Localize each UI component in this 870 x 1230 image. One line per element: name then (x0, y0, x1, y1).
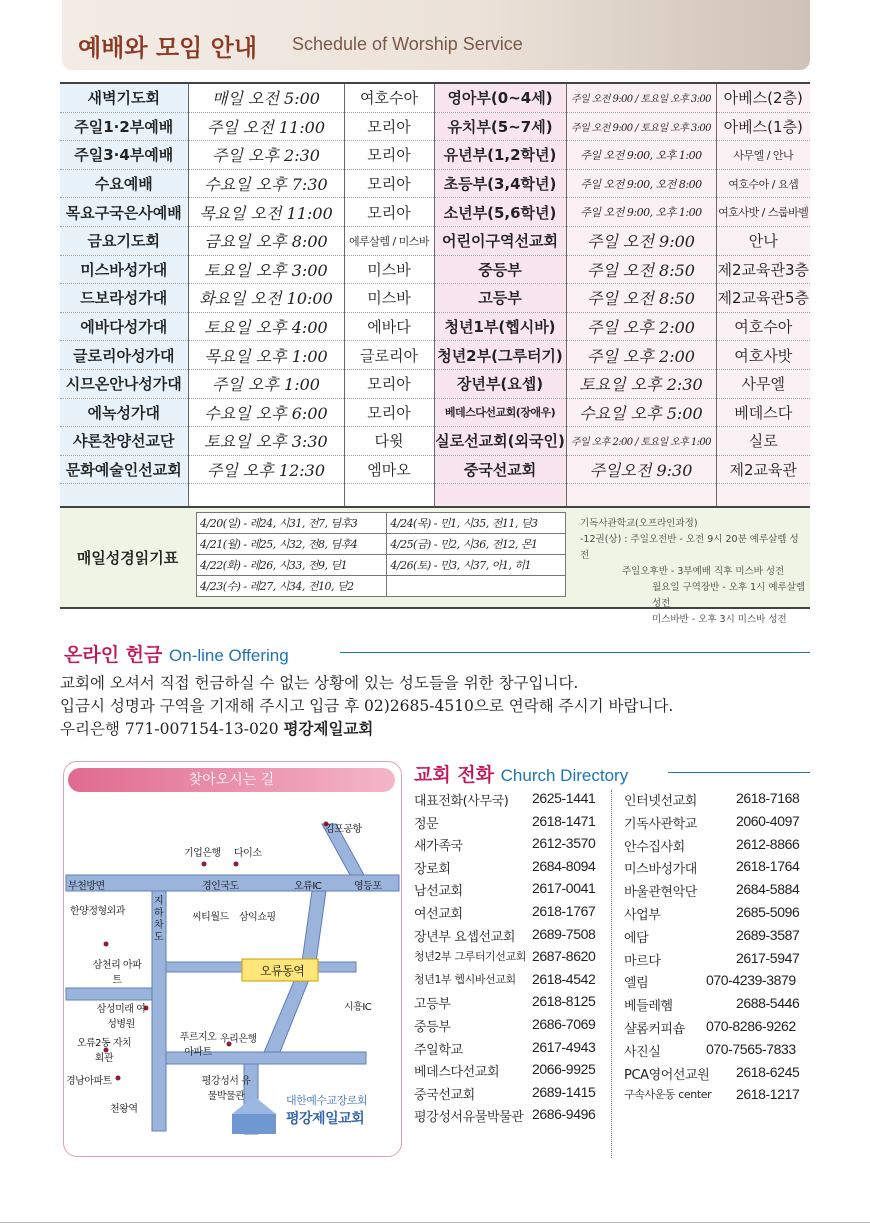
schedule-cell: 토요일 오후 3:30 (188, 427, 344, 456)
schedule-cell: 에녹성가대 (60, 398, 188, 427)
schedule-cell: 주일오전 9:30 (566, 455, 716, 484)
schedule-header (62, 0, 810, 70)
directory-entry (414, 1061, 614, 1081)
worship-schedule-table (60, 82, 810, 515)
schedule-cell: 주일 오전 9:00 / 토요일 오후 3:00 (566, 83, 716, 112)
schedule-cell: 실로선교회(외국인) (434, 427, 566, 456)
schedule-cell: 새벽기도회 (60, 83, 188, 112)
directory-phone: 2686-7069 (532, 1016, 596, 1032)
schedule-cell: 미스바 (344, 284, 434, 313)
schedule-cell: 미스바성가대 (60, 255, 188, 284)
bible-cell: 4/24(목) - 민1, 시35, 전11, 딛3 (387, 513, 566, 534)
directory-phone: 2625-1441 (532, 790, 596, 806)
directory-entry (414, 1106, 614, 1126)
directory-phone: 2618-1471 (532, 812, 596, 829)
note-line: 주일오후반 - 3부예배 직후 미스바 성전 (622, 566, 785, 577)
directory-phone: 2612-8866 (736, 835, 800, 852)
schedule-cell: 모리아 (344, 169, 434, 198)
offering-divider (340, 652, 810, 653)
schedule-cell: 아베스(1층) (716, 112, 810, 141)
schedule-cell: 장년부(요셉) (434, 369, 566, 398)
directory-divider (668, 772, 810, 773)
directory-entry (414, 790, 614, 810)
schedule-cell: 목요구국은사예배 (60, 198, 188, 227)
directory-entry (624, 1064, 824, 1084)
schedule-cell: 초등부(3,4학년) (434, 169, 566, 198)
directory-phone: 2684-8094 (532, 857, 596, 874)
schedule-cell: 베데스다선교회(장애우) (434, 398, 566, 427)
schedule-row (60, 198, 810, 227)
directory-entry (624, 972, 824, 992)
schedule-cell: 주일 오후 2:30 (188, 141, 344, 170)
schedule-cell: 화요일 오전 10:00 (188, 284, 344, 313)
schedule-cell: 문화예술인선교회 (60, 455, 188, 484)
map-label-woori: 우리은행 (220, 1034, 257, 1045)
note-line: 미스바반 - 오후 3시 미스바 성전 (652, 614, 787, 625)
directory-phone: 2617-0041 (532, 880, 596, 897)
directory-name: 사업부 (624, 908, 661, 923)
map-label-city-world: 씨티월드 (192, 912, 229, 923)
bank-account: 우리은행 771-007154-13-020 (60, 720, 279, 738)
directory-phone: 2618-8125 (532, 993, 596, 1010)
schedule-cell: 주일 오전 9:00 (566, 226, 716, 255)
schedule-cell: 드보라성가대 (60, 284, 188, 313)
directory-entry (624, 995, 824, 1015)
directory-name: 장로회 (414, 861, 451, 877)
directory-name: 청년1부 헵시바선교회 (414, 972, 516, 986)
directory-phone: 2689-1415 (532, 1083, 596, 1100)
directory-phone: 2688-5446 (736, 995, 800, 1012)
directory-entry (624, 858, 824, 878)
bible-row (197, 534, 566, 555)
note-line: 월요일 구역장반 - 오후 1시 예루살렘 성전 (652, 582, 806, 609)
bible-row (197, 555, 566, 576)
note-line: -12권(상) : 주일오전반 - 오전 9시 20분 예루살렘 성전 (580, 534, 799, 561)
directory-title-ko: 교회 전화 (414, 764, 495, 786)
schedule-cell: 주일 오후 2:00 (566, 312, 716, 341)
directory-entry (624, 1086, 824, 1106)
schedule-row (60, 226, 810, 255)
directory-entry (414, 926, 614, 946)
schedule-cell: 매일 오전 5:00 (188, 83, 344, 112)
map-label-underpass: 지하차도 (154, 896, 164, 943)
directory-name: 구속사운동 center (624, 1088, 712, 1102)
bible-cell: 4/21(월) - 레25, 시32, 전8, 딤후4 (197, 534, 387, 555)
schedule-cell: 수요일 오후 7:30 (188, 169, 344, 198)
schedule-cell: 주일 오후 12:30 (188, 455, 344, 484)
schedule-row (60, 312, 810, 341)
schedule-row (60, 112, 810, 141)
map-label-oryu-station: 오류동역 (260, 964, 305, 978)
schedule-cell: 주일 오전 8:50 (566, 284, 716, 313)
directory-phone: 2618-1217 (736, 1086, 800, 1103)
schedule-cell: 목요일 오전 11:00 (188, 198, 344, 227)
directory-entry (414, 948, 614, 968)
directory-phone: 2617-5947 (736, 949, 800, 966)
schedule-cell: 글로리아 (344, 341, 434, 370)
bible-cell: 4/20(일) - 레24, 시31, 전7, 딤후3 (197, 513, 387, 534)
directory-phone: 2617-4943 (532, 1038, 596, 1055)
directory-name: 청년2부 그루터기선교회 (414, 950, 526, 964)
directory-entry (414, 880, 614, 900)
directory-name: 베데스다선교회 (414, 1065, 500, 1081)
map-label-samcheolli: 삼천리 아파트 (92, 960, 142, 986)
schedule-cell: 에바다성가대 (60, 312, 188, 341)
directory-entry (624, 904, 824, 924)
map-label-hanyang: 한양정형외과 (70, 906, 125, 917)
schedule-cell: 글로리아성가대 (60, 341, 188, 370)
directory-entry (624, 1041, 824, 1061)
directory-name: 고등부 (414, 997, 451, 1013)
offering-text (60, 672, 673, 741)
directory-entry (624, 836, 824, 856)
directory-phone: 070-8286-9262 (706, 1018, 796, 1034)
schedule-cell: 사무엘 / 안나 (716, 141, 810, 170)
schedule-cell: 청년2부(그루터기) (434, 341, 566, 370)
directory-name: 평강성서유물박물관 (414, 1110, 524, 1126)
map-label-purgio: 푸르지오 아파트 (179, 1032, 217, 1058)
directory-name: 주일학교 (414, 1042, 463, 1058)
directory-phone: 070-7565-7833 (706, 1040, 796, 1057)
directory-phone: 2686-9496 (532, 1106, 596, 1123)
directory-phone: 2066-9925 (532, 1061, 596, 1078)
bible-cell: 4/25(금) - 민2, 시36, 전12, 몬1 (387, 534, 566, 555)
schedule-cell: 유년부(1,2학년) (434, 141, 566, 170)
note-line: 기독사관학교(오프라인과정) (580, 518, 698, 529)
offering-title-ko: 온라인 헌금 (64, 644, 163, 666)
schedule-cell: 주일 오후 2:00 (566, 341, 716, 370)
directory-entry (414, 813, 614, 833)
directory-name: 기독사관학교 (624, 816, 697, 832)
academy-note (580, 516, 806, 628)
map-label-gyeongin: 경인국도 (202, 881, 239, 892)
account-holder: 평강제일교회 (283, 720, 374, 738)
map-label-daiso: 다이소 (234, 848, 262, 859)
directory-title (414, 760, 628, 787)
schedule-cell: 주일 오전 9:00, 오후 1:00 (566, 141, 716, 170)
schedule-cell: 영아부(0~4세) (434, 83, 566, 112)
schedule-row (60, 141, 810, 170)
schedule-cell: 다윗 (344, 427, 434, 456)
directory-entry (624, 790, 824, 810)
schedule-cell: 안나 (716, 226, 810, 255)
schedule-cell: 금요기도회 (60, 226, 188, 255)
schedule-row (60, 341, 810, 370)
directory-entry (414, 971, 614, 991)
directory-entry (414, 835, 614, 855)
map-label-church: 평강제일교회 (286, 1111, 365, 1127)
directory-name: 새가족국 (414, 839, 463, 855)
directory-name: 중등부 (414, 1020, 451, 1035)
offering-bank (60, 718, 673, 741)
schedule-row (60, 284, 810, 313)
directory-title-en: Church Directory (500, 766, 629, 785)
map-label-denomination: 대한예수교장로회 (286, 1094, 368, 1107)
schedule-cell: 사무엘 (716, 369, 810, 398)
bible-label: 매일성경읽기표 (76, 549, 179, 567)
directory-phone: 2618-1767 (532, 903, 596, 919)
schedule-cell: 토요일 오후 3:00 (188, 255, 344, 284)
directory-phone: 2612-3570 (532, 835, 596, 852)
schedule-row (60, 255, 810, 284)
bible-row (197, 576, 566, 597)
directory-phone: 2685-5096 (736, 904, 800, 920)
schedule-cell: 주일 오전 9:00 / 토요일 오후 3:00 (566, 112, 716, 141)
schedule-cell: 중국선교회 (434, 455, 566, 484)
schedule-cell: 미스바 (344, 255, 434, 284)
directory-phone: 2689-3587 (736, 926, 800, 943)
directory-name: 바울관현악단 (624, 885, 697, 901)
schedule-cell: 제2교육관 (716, 455, 810, 484)
schedule-cell: 수요일 오후 5:00 (566, 398, 716, 427)
directory-name: 장년부 요셉선교회 (414, 929, 515, 945)
schedule-cell: 소년부(5,6학년) (434, 198, 566, 227)
bible-cell (387, 576, 566, 597)
bible-table (196, 512, 566, 597)
directory-name: 정문 (414, 816, 439, 832)
directory-entry (624, 950, 824, 970)
schedule-cell: 수요일 오후 6:00 (188, 398, 344, 427)
offering-title (64, 640, 289, 667)
schedule-cell: 여호수아 (716, 312, 810, 341)
directory-name: 샬롬커피숍 (624, 1022, 685, 1037)
schedule-cell: 토요일 오후 4:00 (188, 312, 344, 341)
schedule-cell: 모리아 (344, 141, 434, 170)
schedule-row (60, 369, 810, 398)
side-road (66, 988, 152, 1000)
directory-name: 에담 (624, 930, 649, 946)
schedule-cell: 금요일 오후 8:00 (188, 226, 344, 255)
map-label-airport: 김포공항 (325, 824, 362, 835)
schedule-cell: 주일3·4부예배 (60, 141, 188, 170)
schedule-cell: 에바다 (344, 312, 434, 341)
directory-entry (414, 903, 614, 923)
schedule-cell: 여호사밧 (716, 341, 810, 370)
schedule-cell: 고등부 (434, 284, 566, 313)
directory-name: 안수집사회 (624, 839, 685, 855)
directory-entry (414, 1084, 614, 1104)
directory-phone: 2618-4542 (532, 970, 596, 987)
schedule-cell: 주일 오전 9:00, 오전 8:00 (566, 169, 716, 198)
directory-name: 대표전화(사무국) (414, 794, 509, 809)
map-label-gyeongnam: 경남아파트 (66, 1076, 112, 1087)
bible-cell: 4/22(화) - 레26, 시33, 전9, 딛1 (197, 555, 387, 576)
directory-entry (414, 1039, 614, 1059)
schedule-row (60, 427, 810, 456)
directory-name: 남선교회 (414, 884, 463, 900)
directions-map (63, 761, 402, 1157)
map-label-siheung-ic: 시흥IC (344, 1002, 372, 1013)
schedule-cell: 제2교육관5층 (716, 284, 810, 313)
bible-reading-plan (60, 506, 810, 625)
schedule-row (60, 398, 810, 427)
directory-name: 인터넷선교회 (624, 794, 697, 809)
map-label-museum: 평강성서 유물박물관 (201, 1076, 251, 1102)
directory-phone: 2618-6245 (736, 1063, 800, 1080)
offering-title-en: On-line Offering (169, 646, 289, 665)
map-label-oryu-ic: 오류IC (294, 881, 322, 892)
schedule-cell: 중등부 (434, 255, 566, 284)
schedule-cell: 모리아 (344, 398, 434, 427)
schedule-cell: 유치부(5~7세) (434, 112, 566, 141)
map-label-oryu2: 오류2동 자치회관 (76, 1038, 132, 1064)
directory-phone: 2687-8620 (532, 948, 596, 965)
offering-line-1: 교회에 오셔서 직접 헌금하실 수 없는 상황에 있는 성도들을 위한 창구입니다. (60, 674, 579, 692)
directory-entry (624, 881, 824, 901)
directory-entry (414, 993, 614, 1013)
map-label-yeongdeungpo: 영등포 (354, 881, 382, 892)
schedule-cell: 청년1부(헵시바) (434, 312, 566, 341)
directory-phone: 2618-7168 (736, 790, 800, 806)
schedule-cell: 에루살렘 / 미스바 (344, 226, 434, 255)
schedule-cell: 샤론찬양선교단 (60, 427, 188, 456)
schedule-cell: 여호수아 / 요셉 (716, 169, 810, 198)
directory-entry (624, 927, 824, 947)
schedule-cell: 모리아 (344, 198, 434, 227)
directory-name: PCA영어선교원 (624, 1067, 710, 1083)
map-title: 찾아오시는 길 (68, 768, 395, 792)
map-label-samik: 삼익쇼핑 (239, 912, 276, 923)
directory-name: 엘림 (624, 976, 649, 992)
map-label-samsung-hospital: 삼성미래 여성병원 (96, 1004, 146, 1030)
schedule-cell: 목요일 오후 1:00 (188, 341, 344, 370)
directory-name: 여선교회 (414, 907, 463, 922)
directory-phone: 2618-1764 (736, 858, 800, 875)
directory-phone: 2684-5884 (736, 881, 800, 898)
schedule-cell: 베데스다 (716, 398, 810, 427)
schedule-cell: 주일1·2부예배 (60, 112, 188, 141)
schedule-cell: 여호사밧 / 스룹바벨 (716, 198, 810, 227)
schedule-row (60, 83, 810, 112)
schedule-cell: 어린이구역선교회 (434, 226, 566, 255)
directory-name: 중국선교회 (414, 1087, 475, 1103)
directory-name: 마르다 (624, 953, 661, 969)
schedule-cell: 아베스(2층) (716, 83, 810, 112)
schedule-title-en: Schedule of Worship Service (292, 34, 523, 54)
directory-entry (414, 1016, 614, 1036)
directory-name: 미스바성가대 (624, 862, 697, 878)
bible-row (197, 513, 566, 534)
schedule-cell: 주일 오후 2:00 / 토요일 오후 1:00 (566, 427, 716, 456)
directory-entry (414, 858, 614, 878)
schedule-cell: 시므온안나성가대 (60, 369, 188, 398)
schedule-cell: 제2교육관3층 (716, 255, 810, 284)
directory-name: 베들레헴 (624, 999, 673, 1015)
bible-cell: 4/23(수) - 레27, 시34, 전10, 딛2 (197, 576, 387, 597)
page-bottom-rule (0, 1222, 870, 1223)
schedule-row (60, 169, 810, 198)
directory-phone: 070-4239-3879 (706, 972, 796, 989)
schedule-cell: 모리아 (344, 112, 434, 141)
directory-entry (624, 813, 824, 833)
schedule-title: 예배와 모임 안내 (78, 34, 257, 62)
directory-name: 사진실 (624, 1044, 661, 1060)
schedule-cell: 주일 오전 9:00, 오후 1:00 (566, 198, 716, 227)
schedule-cell: 토요일 오후 2:30 (566, 369, 716, 398)
directory-entry (624, 1018, 824, 1038)
directory-phone: 2689-7508 (532, 925, 596, 942)
map-label-ibk: 기업은행 (184, 848, 221, 859)
schedule-cell: 여호수아 (344, 83, 434, 112)
schedule-cell: 주일 오후 1:00 (188, 369, 344, 398)
map-label-bucheon: 부천방면 (68, 881, 105, 892)
schedule-row (60, 455, 810, 484)
directory-phone: 2060-4097 (736, 812, 800, 829)
schedule-cell: 주일 오전 8:50 (566, 255, 716, 284)
bible-cell: 4/26(토) - 민3, 시37, 아1, 히1 (387, 555, 566, 576)
schedule-cell: 실로 (716, 427, 810, 456)
schedule-cell: 주일 오전 11:00 (188, 112, 344, 141)
schedule-cell: 모리아 (344, 369, 434, 398)
offering-line-2: 입금시 성명과 구역을 기재해 주시고 입금 후 02)2685-4510으로 연락해 주시기 바랍니다. (60, 697, 674, 715)
map-label-cheonwang: 천왕역 (110, 1104, 138, 1115)
schedule-cell: 수요예배 (60, 169, 188, 198)
schedule-cell: 엠마오 (344, 455, 434, 484)
